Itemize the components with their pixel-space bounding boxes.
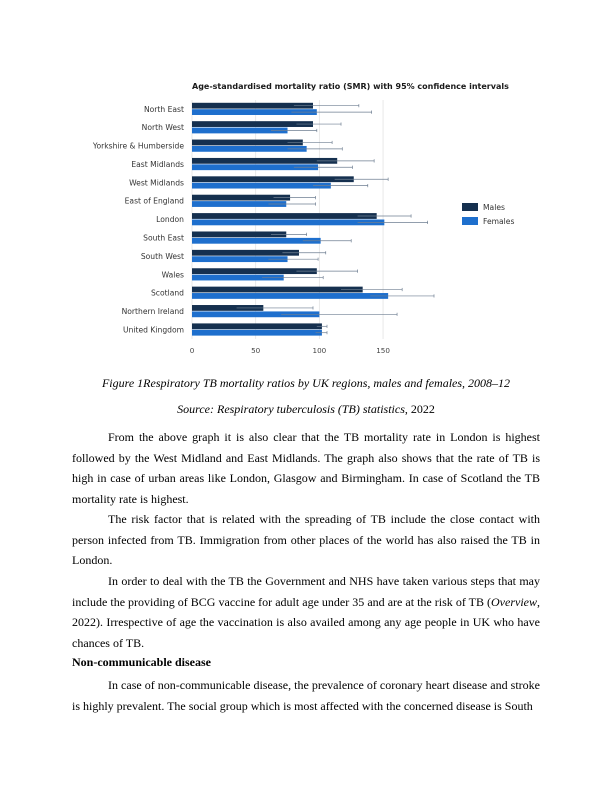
chart-category-labels — [92, 105, 184, 335]
bar-males — [192, 121, 313, 127]
source-prefix: Source: — [177, 402, 217, 416]
source-title: Respiratory tuberculosis (TB) statistics — [216, 402, 405, 416]
x-tick-label: 150 — [376, 346, 390, 355]
chart-title: Age-standardised mortality ratio (SMR) with 95% confidence intervals — [192, 82, 509, 91]
category-label: Northern Ireland — [121, 307, 184, 317]
figure-source — [72, 402, 540, 417]
bar-males — [192, 287, 363, 293]
bar-females — [192, 238, 321, 244]
chart-x-ticks — [190, 346, 391, 355]
category-label: West Midlands — [129, 178, 184, 188]
paragraph-3-text-start: In order to deal with the TB the Government and NHS have taken various steps that may include the providing of BCG vaccine for adult age under 35 and are at the risk of TB ( — [72, 574, 540, 609]
citation-overview: Overview — [491, 594, 537, 609]
body-paragraph-2: The risk factor that is related with the spreading of TB include the close contact with person infected from TB. Immigration from other places of the world has also raised the TB in London. — [72, 512, 540, 568]
legend-swatch-males — [462, 203, 478, 211]
chart-legend — [462, 203, 514, 226]
bar-females — [192, 183, 331, 189]
bar-males — [192, 323, 322, 329]
x-tick-label: 50 — [251, 346, 261, 355]
category-label: North East — [143, 104, 184, 114]
category-label: United Kingdom — [123, 325, 184, 335]
bar-males — [192, 140, 303, 146]
category-label: South East — [143, 233, 184, 243]
bar-females — [192, 293, 388, 299]
x-tick-label: 100 — [312, 346, 327, 355]
category-label: East of England — [124, 196, 184, 206]
category-label: London — [156, 215, 184, 225]
x-tick-label: 0 — [189, 346, 195, 355]
category-label: Yorkshire & Humberside — [92, 141, 184, 151]
category-label: North West — [141, 123, 184, 133]
bar-females — [192, 330, 322, 336]
bar-males — [192, 176, 354, 182]
body-paragraph-3 — [72, 571, 540, 653]
smr-bar-chart — [88, 76, 528, 362]
body-paragraph-1: From the above graph it is also clear that the TB mortality rate in London is highest followed by the West Midland and East Midlands. The graph also shows that the rate of TB is high in case of urban areas like London, Glasgow and Birmingham. In case of Scotland the TB mortality rate is highest. — [72, 430, 540, 506]
category-label: Wales — [161, 270, 184, 280]
legend-swatch-females — [462, 217, 478, 225]
body-paragraph-4: In case of non-communicable disease, the prevalence of coronary heart disease and stroke is highly prevalent. The social group which is most affected with the concerned disease is South — [72, 678, 540, 713]
legend-label-males: Males — [483, 203, 505, 212]
bar-females — [192, 220, 384, 226]
section-heading: Non-communicable disease — [72, 655, 211, 669]
legend-label-females: Females — [483, 217, 515, 226]
bar-males — [192, 158, 337, 164]
category-label: South West — [140, 251, 184, 261]
source-year: , 2022 — [404, 402, 435, 416]
chart-bars — [192, 103, 434, 336]
paragraph-3-text-end: , 2022). Irrespective of age the vaccination is also availed among any age people in UK who have chances of TB. — [72, 594, 540, 650]
figure-caption-text: Figure 1Respiratory TB mortality ratios by UK regions, males and females, 2008–12 — [101, 376, 511, 390]
category-label: East Midlands — [131, 159, 184, 169]
bar-males — [192, 213, 377, 219]
figure-caption — [72, 376, 540, 391]
category-label: Scotland — [150, 288, 184, 298]
